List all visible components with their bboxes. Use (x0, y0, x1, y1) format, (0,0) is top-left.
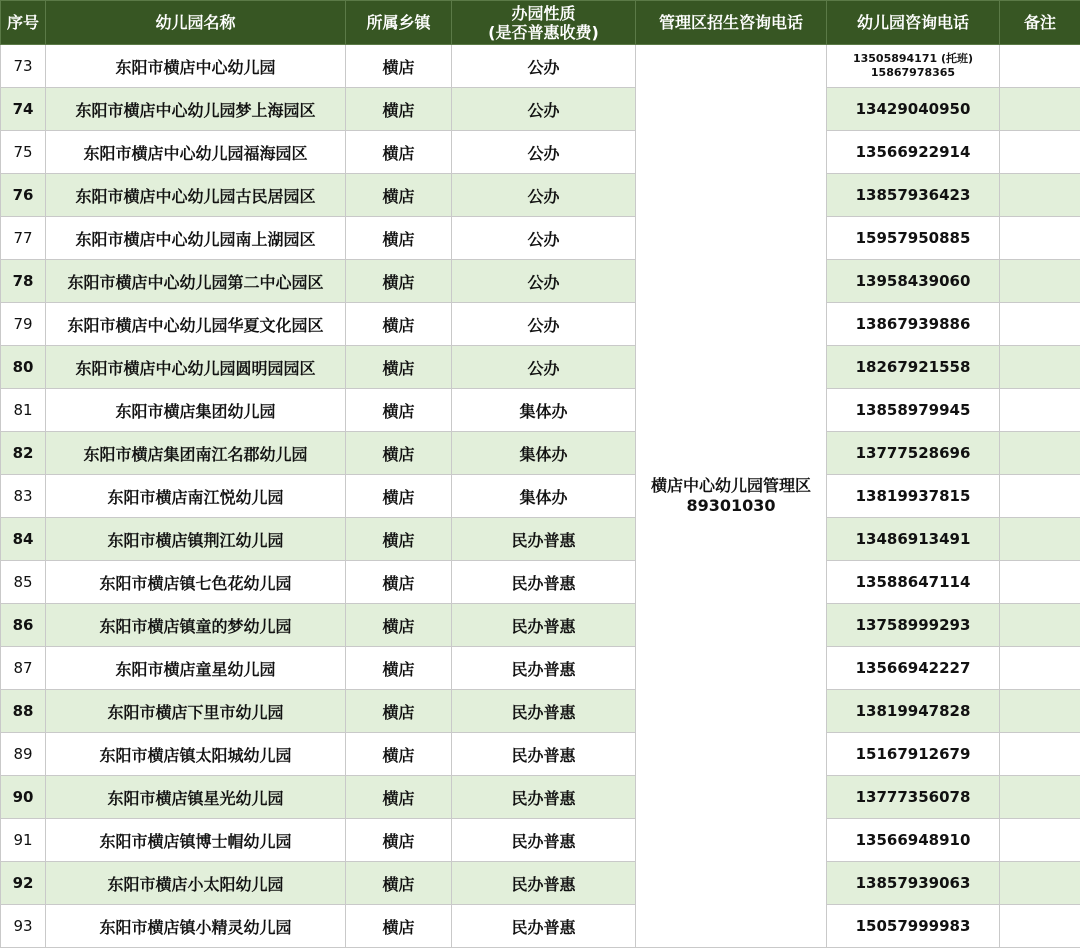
phone-line-2: 15867978365 (827, 66, 999, 80)
kindergarten-name: 东阳市横店镇太阳城幼儿园 (46, 733, 346, 776)
row-index: 73 (1, 45, 46, 88)
kindergarten-name: 东阳市横店中心幼儿园福海园区 (46, 131, 346, 174)
table-row (1, 690, 1080, 733)
remark-cell (1000, 346, 1080, 389)
row-index: 89 (1, 733, 46, 776)
town-cell: 横店 (346, 518, 452, 561)
kindergarten-phone: 15057999983 (827, 905, 1000, 948)
table-row (1, 45, 1080, 88)
nature-cell: 民办普惠 (452, 819, 636, 862)
kindergarten-name: 东阳市横店中心幼儿园第二中心园区 (46, 260, 346, 303)
row-index: 82 (1, 432, 46, 475)
header-mgmt-phone: 管理区招生咨询电话 (636, 1, 827, 45)
table-row (1, 604, 1080, 647)
kindergarten-name: 东阳市横店中心幼儿园 (46, 45, 346, 88)
kindergarten-phone: 13429040950 (827, 88, 1000, 131)
town-cell: 横店 (346, 733, 452, 776)
kindergarten-name: 东阳市横店小太阳幼儿园 (46, 862, 346, 905)
header-index: 序号 (1, 1, 46, 45)
table-row (1, 776, 1080, 819)
kindergarten-phone: 15957950885 (827, 217, 1000, 260)
nature-cell: 集体办 (452, 432, 636, 475)
row-index: 90 (1, 776, 46, 819)
nature-cell: 公办 (452, 303, 636, 346)
row-index: 75 (1, 131, 46, 174)
kindergarten-phone: 13758999293 (827, 604, 1000, 647)
remark-cell (1000, 690, 1080, 733)
table-row (1, 475, 1080, 518)
remark-cell (1000, 217, 1080, 260)
header-name: 幼儿园名称 (46, 1, 346, 45)
header-nature (452, 1, 636, 45)
nature-cell: 公办 (452, 174, 636, 217)
kindergarten-phone: 13867939886 (827, 303, 1000, 346)
management-area-phone: 89301030 (636, 496, 826, 516)
nature-cell: 公办 (452, 131, 636, 174)
remark-cell (1000, 905, 1080, 948)
nature-cell: 公办 (452, 217, 636, 260)
row-index: 81 (1, 389, 46, 432)
remark-cell (1000, 432, 1080, 475)
table-row (1, 733, 1080, 776)
table-row (1, 518, 1080, 561)
town-cell: 横店 (346, 819, 452, 862)
row-index: 78 (1, 260, 46, 303)
kindergarten-name: 东阳市横店中心幼儿园华夏文化园区 (46, 303, 346, 346)
kindergarten-name: 东阳市横店镇星光幼儿园 (46, 776, 346, 819)
row-index: 79 (1, 303, 46, 346)
header-nature-line1: 办园性质 (452, 4, 635, 23)
town-cell: 横店 (346, 647, 452, 690)
kindergarten-name: 东阳市横店镇小精灵幼儿园 (46, 905, 346, 948)
remark-cell (1000, 389, 1080, 432)
kindergarten-name: 东阳市横店中心幼儿园梦上海园区 (46, 88, 346, 131)
nature-cell: 民办普惠 (452, 905, 636, 948)
kindergarten-name: 东阳市横店集团幼儿园 (46, 389, 346, 432)
town-cell: 横店 (346, 776, 452, 819)
kindergarten-name: 东阳市横店集团南江名郡幼儿园 (46, 432, 346, 475)
town-cell: 横店 (346, 346, 452, 389)
kindergarten-phone: 13566948910 (827, 819, 1000, 862)
remark-cell (1000, 604, 1080, 647)
remark-cell (1000, 174, 1080, 217)
row-index: 77 (1, 217, 46, 260)
nature-cell: 集体办 (452, 389, 636, 432)
kindergarten-phone: 13588647114 (827, 561, 1000, 604)
kindergarten-phone: 13566922914 (827, 131, 1000, 174)
table-row (1, 88, 1080, 131)
table-row (1, 217, 1080, 260)
nature-cell: 民办普惠 (452, 862, 636, 905)
kindergarten-name: 东阳市横店中心幼儿园圆明园园区 (46, 346, 346, 389)
row-index: 86 (1, 604, 46, 647)
kindergarten-name: 东阳市横店镇博士帽幼儿园 (46, 819, 346, 862)
remark-cell (1000, 45, 1080, 88)
town-cell: 横店 (346, 604, 452, 647)
nature-cell: 民办普惠 (452, 561, 636, 604)
remark-cell (1000, 303, 1080, 346)
town-cell: 横店 (346, 432, 452, 475)
table-row (1, 174, 1080, 217)
kindergarten-name: 东阳市横店中心幼儿园古民居园区 (46, 174, 346, 217)
management-area-cell (636, 45, 827, 948)
nature-cell: 公办 (452, 346, 636, 389)
header-remark: 备注 (1000, 1, 1080, 45)
table-row (1, 647, 1080, 690)
remark-cell (1000, 862, 1080, 905)
remark-cell (1000, 88, 1080, 131)
kindergarten-name: 东阳市横店镇童的梦幼儿园 (46, 604, 346, 647)
kindergarten-phone: 13857936423 (827, 174, 1000, 217)
remark-cell (1000, 733, 1080, 776)
kindergarten-phone: 15167912679 (827, 733, 1000, 776)
nature-cell: 公办 (452, 88, 636, 131)
row-index: 91 (1, 819, 46, 862)
row-index: 92 (1, 862, 46, 905)
nature-cell: 民办普惠 (452, 733, 636, 776)
nature-cell: 民办普惠 (452, 776, 636, 819)
remark-cell (1000, 131, 1080, 174)
row-index: 74 (1, 88, 46, 131)
phone-line-1: 13505894171 (托班) (827, 52, 999, 66)
kindergarten-name: 东阳市横店中心幼儿园南上湖园区 (46, 217, 346, 260)
nature-cell: 民办普惠 (452, 690, 636, 733)
remark-cell (1000, 819, 1080, 862)
nature-cell: 民办普惠 (452, 604, 636, 647)
kindergarten-phone: 13958439060 (827, 260, 1000, 303)
header-nature-line2: (是否普惠收费) (452, 23, 635, 42)
table-row (1, 819, 1080, 862)
table-row (1, 131, 1080, 174)
row-index: 87 (1, 647, 46, 690)
kindergarten-name: 东阳市横店镇七色花幼儿园 (46, 561, 346, 604)
table-row (1, 260, 1080, 303)
town-cell: 横店 (346, 905, 452, 948)
town-cell: 横店 (346, 862, 452, 905)
row-index: 93 (1, 905, 46, 948)
kindergarten-name: 东阳市横店南江悦幼儿园 (46, 475, 346, 518)
table-row (1, 862, 1080, 905)
nature-cell: 民办普惠 (452, 647, 636, 690)
town-cell: 横店 (346, 45, 452, 88)
remark-cell (1000, 475, 1080, 518)
management-area-name: 横店中心幼儿园管理区 (636, 476, 826, 496)
town-cell: 横店 (346, 260, 452, 303)
town-cell: 横店 (346, 690, 452, 733)
kindergarten-phone: 13857939063 (827, 862, 1000, 905)
town-cell: 横店 (346, 217, 452, 260)
kindergarten-phone: 13486913491 (827, 518, 1000, 561)
kindergarten-phone: 13819937815 (827, 475, 1000, 518)
kindergarten-name: 东阳市横店下里市幼儿园 (46, 690, 346, 733)
kindergarten-phone: 13777528696 (827, 432, 1000, 475)
town-cell: 横店 (346, 389, 452, 432)
town-cell: 横店 (346, 561, 452, 604)
table-row (1, 389, 1080, 432)
town-cell: 横店 (346, 174, 452, 217)
nature-cell: 公办 (452, 260, 636, 303)
table-row (1, 561, 1080, 604)
header-kg-phone: 幼儿园咨询电话 (827, 1, 1000, 45)
row-index: 80 (1, 346, 46, 389)
table-row (1, 432, 1080, 475)
remark-cell (1000, 518, 1080, 561)
table-row (1, 346, 1080, 389)
remark-cell (1000, 647, 1080, 690)
kindergarten-phone (827, 45, 1000, 88)
table-body (1, 45, 1080, 948)
kindergarten-phone: 13858979945 (827, 389, 1000, 432)
table-row (1, 303, 1080, 346)
town-cell: 横店 (346, 131, 452, 174)
kindergarten-name: 东阳市横店镇荆江幼儿园 (46, 518, 346, 561)
remark-cell (1000, 776, 1080, 819)
nature-cell: 集体办 (452, 475, 636, 518)
kindergarten-phone: 13777356078 (827, 776, 1000, 819)
row-index: 88 (1, 690, 46, 733)
town-cell: 横店 (346, 88, 452, 131)
row-index: 83 (1, 475, 46, 518)
row-index: 84 (1, 518, 46, 561)
header-row (1, 1, 1080, 45)
town-cell: 横店 (346, 475, 452, 518)
kindergarten-name: 东阳市横店童星幼儿园 (46, 647, 346, 690)
row-index: 85 (1, 561, 46, 604)
kindergarten-phone: 13566942227 (827, 647, 1000, 690)
remark-cell (1000, 561, 1080, 604)
nature-cell: 公办 (452, 45, 636, 88)
town-cell: 横店 (346, 303, 452, 346)
remark-cell (1000, 260, 1080, 303)
kindergarten-phone: 18267921558 (827, 346, 1000, 389)
header-town: 所属乡镇 (346, 1, 452, 45)
nature-cell: 民办普惠 (452, 518, 636, 561)
table-row (1, 905, 1080, 948)
row-index: 76 (1, 174, 46, 217)
kindergarten-phone: 13819947828 (827, 690, 1000, 733)
